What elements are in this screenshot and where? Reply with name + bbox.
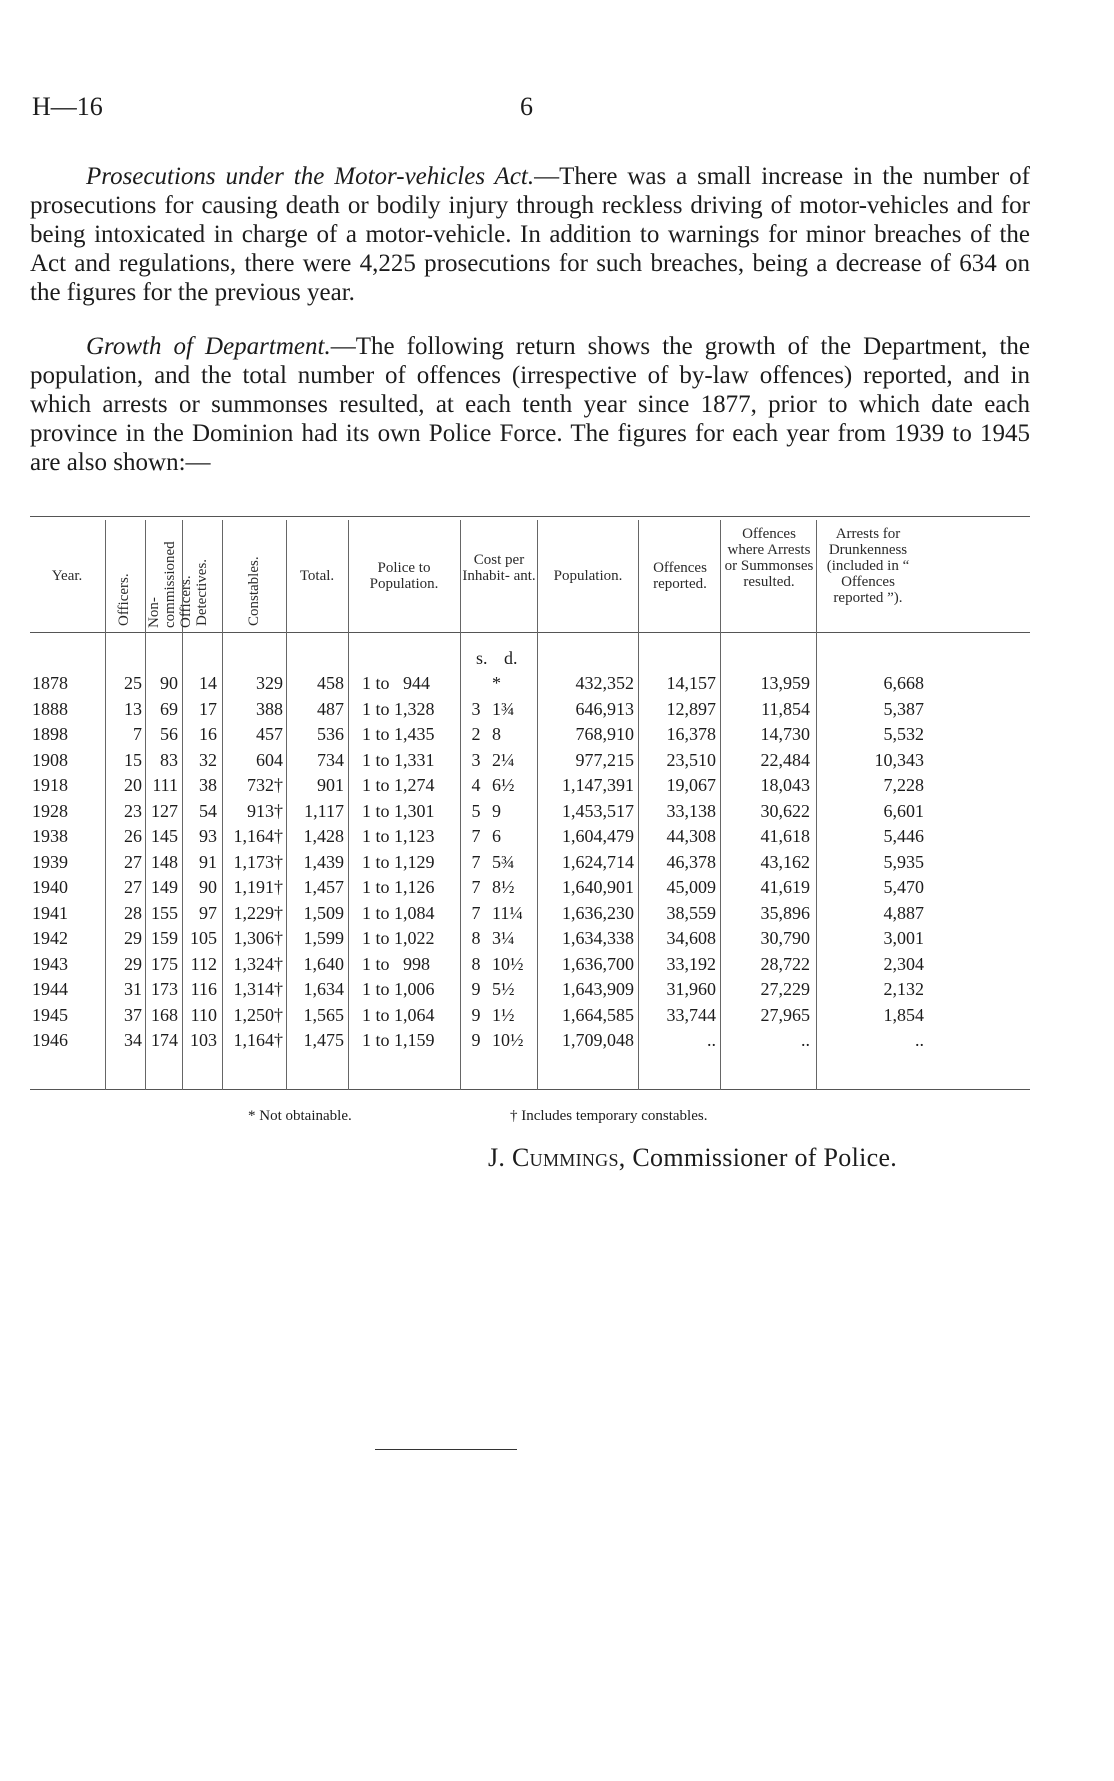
cell-officers: 20 (124, 775, 142, 795)
cell-constables: 1,173† (233, 851, 283, 872)
cell-nco: 90 (160, 673, 178, 693)
cell-drunk: 5,446 (883, 826, 924, 846)
table-top-rule (30, 516, 1030, 517)
cell-officers: 29 (124, 953, 142, 974)
cell-arrests: 41,618 (760, 826, 810, 846)
cell-total: 1,634 (303, 979, 344, 999)
cell-offences: 31,960 (666, 979, 716, 999)
cell-constables: 604 (256, 749, 283, 770)
cell-population: 768,910 (575, 724, 634, 744)
cell-year: 1940 (32, 877, 68, 897)
column-divider (348, 520, 349, 1090)
page-number: 6 (520, 92, 533, 121)
cell-arrests: .. (801, 1030, 810, 1050)
cell-cost-d: 3¼ (492, 928, 515, 948)
cell-drunk: 6,668 (883, 673, 924, 693)
cell-constables: 1,250† (233, 1004, 283, 1025)
cell-officers: 34 (124, 1030, 142, 1050)
cell-cost-d: * (492, 673, 501, 693)
paragraph-title: Prosecutions under the Motor-vehicles Act. (86, 163, 535, 190)
cell-population: 1,643,909 (562, 979, 634, 999)
cell-detectives: 97 (199, 902, 217, 923)
signatory-title: , Commissioner of Police. (618, 1143, 898, 1172)
cell-cost-d: 5¾ (492, 851, 515, 872)
cell-drunk: 10,343 (874, 749, 924, 770)
header-population: Population. (553, 568, 623, 584)
cell-ratio: 1 to 1,064 (362, 1004, 435, 1025)
cell-offences: 19,067 (666, 775, 716, 795)
cell-cost-d: 10½ (492, 1030, 524, 1050)
cell-constables: 457 (256, 724, 283, 744)
column-divider (537, 520, 538, 1090)
cell-ratio: 1 to 944 (362, 673, 431, 693)
cell-offences: 46,378 (666, 851, 716, 872)
header-cost-per-inhabitant: Cost per Inhabit- ant. (462, 552, 536, 584)
cell-year: 1938 (32, 826, 68, 846)
cell-detectives: 112 (190, 953, 217, 974)
cell-year: 1946 (32, 1030, 68, 1050)
cell-detectives: 103 (190, 1030, 217, 1050)
cell-nco: 174 (151, 1030, 178, 1050)
signature (488, 1143, 897, 1173)
paragraph-body: —There was a small increase in the number of prosecutions for causing death or bodily injury through reckless driving of motor-vehicles and for being intoxicated in charge of a motor-vehicle. In addition to warnings for minor breaches of the Act and regulations, there were 4,225 prosecutions for such breaches, being a decrease of 634 on the figures for the previous year. (30, 163, 1030, 306)
cell-cost-s: 9 (471, 1030, 481, 1050)
header-offences-arrests: Offences where Arrests or Summonses resulted. (724, 526, 814, 590)
cell-cost-d: 5½ (492, 979, 515, 999)
cell-nco: 168 (151, 1004, 178, 1025)
cell-offences: 16,378 (666, 724, 716, 744)
cell-total: 487 (317, 698, 344, 719)
cell-cost-d: 8½ (492, 877, 515, 897)
cell-nco: 111 (152, 775, 178, 795)
cell-arrests: 22,484 (760, 749, 810, 770)
cell-total: 1,475 (303, 1030, 344, 1050)
footnote-not-obtainable: * Not obtainable. (248, 1108, 352, 1124)
cell-detectives: 32 (199, 749, 217, 770)
cell-total: 901 (317, 775, 344, 795)
paragraph-body: —The following return shows the growth of the Department, the population, and the total number of offences (irrespective of by-law offences) reported, and in which arrests or summonses resulted, at each tenth year since 1877, prior to which date each province in the Dominion had its own Police Force. The figures for each year from 1939 to 1945 are also shown:— (30, 333, 1030, 476)
cell-nco: 149 (151, 877, 178, 897)
cell-year: 1945 (32, 1004, 68, 1025)
header-constables: Constables. (246, 556, 262, 626)
cell-year: 1942 (32, 928, 68, 948)
column-divider (286, 520, 287, 1090)
cell-arrests: 30,790 (760, 928, 810, 948)
cell-total: 1,599 (303, 928, 344, 948)
cell-constables: 1,306† (233, 928, 283, 948)
cell-ratio: 1 to 1,301 (362, 800, 435, 821)
cost-unit-shillings: s. (476, 648, 488, 668)
cell-population: 1,640,901 (562, 877, 634, 897)
cell-total: 1,565 (303, 1004, 344, 1025)
cell-offences: 38,559 (666, 902, 716, 923)
cell-detectives: 38 (199, 775, 217, 795)
cell-population: 977,215 (575, 749, 634, 770)
cell-arrests: 30,622 (760, 800, 810, 821)
cell-ratio: 1 to 1,129 (362, 851, 435, 872)
paragraph-growth (30, 332, 1030, 477)
cell-ratio: 1 to 1,274 (362, 775, 435, 795)
cell-ratio: 1 to 1,022 (362, 928, 435, 948)
footnote-temporary: † Includes temporary constables. (510, 1108, 708, 1124)
cell-cost-s: 7 (471, 877, 481, 897)
cell-officers: 29 (124, 928, 142, 948)
cell-drunk: .. (915, 1030, 924, 1050)
cell-drunk: 3,001 (883, 928, 924, 948)
signatory-name: J. Cummings (488, 1143, 619, 1172)
cell-cost-s: 2 (471, 724, 481, 744)
cell-ratio: 1 to 1,331 (362, 749, 435, 770)
cell-arrests: 41,619 (760, 877, 810, 897)
cell-nco: 175 (151, 953, 178, 974)
cell-population: 1,709,048 (562, 1030, 634, 1050)
cell-officers: 27 (124, 877, 142, 897)
cell-total: 1,117 (304, 800, 344, 821)
cell-ratio: 1 to 1,126 (362, 877, 435, 897)
cell-drunk: 6,601 (883, 800, 924, 821)
cell-detectives: 105 (190, 928, 217, 948)
cell-year: 1898 (32, 724, 68, 744)
cell-cost-s: 7 (471, 851, 481, 872)
cell-officers: 31 (124, 979, 142, 999)
cell-nco: 69 (160, 698, 178, 719)
cell-cost-d: 6 (492, 826, 501, 846)
cell-drunk: 7,228 (883, 775, 924, 795)
cell-total: 1,428 (303, 826, 344, 846)
cell-population: 1,664,585 (562, 1004, 634, 1025)
cell-cost-s: 8 (471, 928, 481, 948)
cell-arrests: 27,229 (760, 979, 810, 999)
table-header-rule (30, 632, 1030, 633)
cell-nco: 127 (151, 800, 178, 821)
cell-population: 432,352 (575, 673, 634, 693)
cell-ratio: 1 to 998 (362, 953, 431, 974)
cell-arrests: 27,965 (760, 1004, 810, 1025)
cell-detectives: 14 (199, 673, 217, 693)
cell-officers: 37 (124, 1004, 142, 1025)
cell-cost-s: 8 (471, 953, 481, 974)
cell-population: 1,636,700 (562, 953, 634, 974)
cell-year: 1939 (32, 851, 68, 872)
cell-detectives: 116 (190, 979, 217, 999)
cell-drunk: 5,470 (883, 877, 924, 897)
cell-offences: 44,308 (666, 826, 716, 846)
cell-total: 1,509 (303, 902, 344, 923)
header-year: Year. (51, 568, 83, 584)
cell-detectives: 16 (199, 724, 217, 744)
cell-year: 1928 (32, 800, 68, 821)
header-total: Total. (299, 568, 335, 584)
cell-total: 1,640 (303, 953, 344, 974)
cell-constables: 1,314† (233, 979, 283, 999)
cell-arrests: 11,854 (761, 698, 810, 719)
cell-officers: 25 (124, 673, 142, 693)
cell-officers: 13 (124, 698, 142, 719)
cell-cost-d: 2¼ (492, 749, 515, 770)
cell-ratio: 1 to 1,159 (362, 1030, 435, 1050)
column-divider (816, 520, 817, 1090)
cell-population: 1,634,338 (562, 928, 634, 948)
cell-ratio: 1 to 1,006 (362, 979, 435, 999)
header-police-to-population: Police to Population. (369, 560, 439, 592)
header-nco: Non-commissioned Officers. (146, 541, 194, 628)
cell-cost-s: 9 (471, 1004, 481, 1025)
cell-officers: 26 (124, 826, 142, 846)
cell-offences: 12,897 (666, 698, 716, 719)
cell-constables: 1,164† (233, 826, 283, 846)
column-divider (460, 520, 461, 1090)
document-code: H—16 (32, 92, 103, 121)
column-divider (638, 520, 639, 1090)
cell-total: 734 (317, 749, 344, 770)
cell-arrests: 43,162 (760, 851, 810, 872)
cell-nco: 145 (151, 826, 178, 846)
cell-ratio: 1 to 1,435 (362, 724, 435, 744)
cost-unit-pence: d. (504, 648, 518, 668)
cell-population: 1,636,230 (562, 902, 634, 923)
paragraph-title: Growth of Department. (86, 333, 331, 360)
cell-total: 1,457 (303, 877, 344, 897)
cell-officers: 23 (124, 800, 142, 821)
cell-arrests: 13,959 (760, 673, 810, 693)
cell-detectives: 17 (199, 698, 217, 719)
paragraph-motor-vehicles (30, 162, 1030, 307)
header-drunkenness: Arrests for Drunkenness (included in “ Offences reported ”). (826, 526, 910, 606)
cell-drunk: 5,387 (883, 698, 924, 719)
cell-officers: 15 (124, 749, 142, 770)
cell-population: 1,453,517 (562, 800, 634, 821)
cell-cost-s: 7 (471, 826, 481, 846)
cell-offences: 33,138 (666, 800, 716, 821)
cell-year: 1944 (32, 979, 68, 999)
cell-year: 1943 (32, 953, 68, 974)
cell-cost-d: 11¼ (492, 902, 523, 923)
cell-arrests: 28,722 (760, 953, 810, 974)
closing-rule (375, 1449, 517, 1450)
cell-constables: 1,191† (233, 877, 283, 897)
cell-nco: 148 (151, 851, 178, 872)
cell-constables: 913† (247, 800, 283, 821)
cell-drunk: 1,854 (883, 1004, 924, 1025)
cell-drunk: 5,935 (883, 851, 924, 872)
cell-officers: 27 (124, 851, 142, 872)
cell-nco: 83 (160, 749, 178, 770)
cell-cost-d: 9 (492, 800, 501, 821)
cell-detectives: 93 (199, 826, 217, 846)
cell-offences: 34,608 (666, 928, 716, 948)
cell-detectives: 110 (190, 1004, 217, 1025)
cell-total: 536 (317, 724, 344, 744)
cell-year: 1878 (32, 673, 68, 693)
column-divider (720, 520, 721, 1090)
cell-cost-d: 6½ (492, 775, 515, 795)
cell-constables: 1,164† (233, 1030, 283, 1050)
cell-detectives: 54 (199, 800, 217, 821)
cell-cost-d: 8 (492, 724, 501, 744)
cell-cost-s: 7 (471, 902, 481, 923)
cell-drunk: 5,532 (883, 724, 924, 744)
cell-offences: .. (707, 1030, 716, 1050)
header-detectives: Detectives. (194, 558, 210, 626)
cell-officers: 28 (124, 902, 142, 923)
cell-arrests: 14,730 (760, 724, 810, 744)
cell-offences: 33,192 (666, 953, 716, 974)
cell-ratio: 1 to 1,328 (362, 698, 435, 719)
cell-population: 1,147,391 (562, 775, 634, 795)
cell-offences: 45,009 (666, 877, 716, 897)
cell-population: 1,604,479 (562, 826, 634, 846)
cell-cost-d: 10½ (492, 953, 524, 974)
cell-ratio: 1 to 1,084 (362, 902, 435, 923)
cell-constables: 329 (256, 673, 283, 693)
cell-constables: 1,324† (233, 953, 283, 974)
cell-nco: 173 (151, 979, 178, 999)
cell-total: 458 (317, 673, 344, 693)
cell-cost-s: 5 (471, 800, 481, 821)
cell-arrests: 35,896 (760, 902, 810, 923)
table-bottom-rule (30, 1089, 1030, 1090)
cell-ratio: 1 to 1,123 (362, 826, 435, 846)
cell-year: 1908 (32, 749, 68, 770)
cell-arrests: 18,043 (760, 775, 810, 795)
header-offences-reported: Offences reported. (653, 560, 707, 592)
cell-constables: 732† (247, 775, 283, 795)
cell-cost-d: 1½ (492, 1004, 515, 1025)
cell-population: 1,624,714 (562, 851, 634, 872)
cell-offences: 33,744 (666, 1004, 716, 1025)
cell-year: 1888 (32, 698, 68, 719)
cell-constables: 388 (256, 698, 283, 719)
cell-detectives: 91 (199, 851, 217, 872)
cell-cost-s: 9 (471, 979, 481, 999)
cell-nco: 56 (160, 724, 178, 744)
cell-total: 1,439 (303, 851, 344, 872)
cell-offences: 14,157 (666, 673, 716, 693)
cell-year: 1918 (32, 775, 68, 795)
cell-drunk: 4,887 (883, 902, 924, 923)
cell-cost-s: 3 (471, 749, 481, 770)
cell-drunk: 2,304 (883, 953, 924, 974)
cell-nco: 159 (151, 928, 178, 948)
cell-year: 1941 (32, 902, 68, 923)
cell-offences: 23,510 (666, 749, 716, 770)
header-officers: Officers. (116, 573, 132, 626)
cell-constables: 1,229† (233, 902, 283, 923)
cell-detectives: 90 (199, 877, 217, 897)
cell-drunk: 2,132 (883, 979, 924, 999)
cell-cost-d: 1¾ (492, 698, 515, 719)
cell-nco: 155 (151, 902, 178, 923)
cell-cost-s: 3 (471, 698, 481, 719)
cell-population: 646,913 (575, 698, 634, 719)
cell-officers: 7 (133, 724, 142, 744)
cell-cost-s: 4 (471, 775, 481, 795)
